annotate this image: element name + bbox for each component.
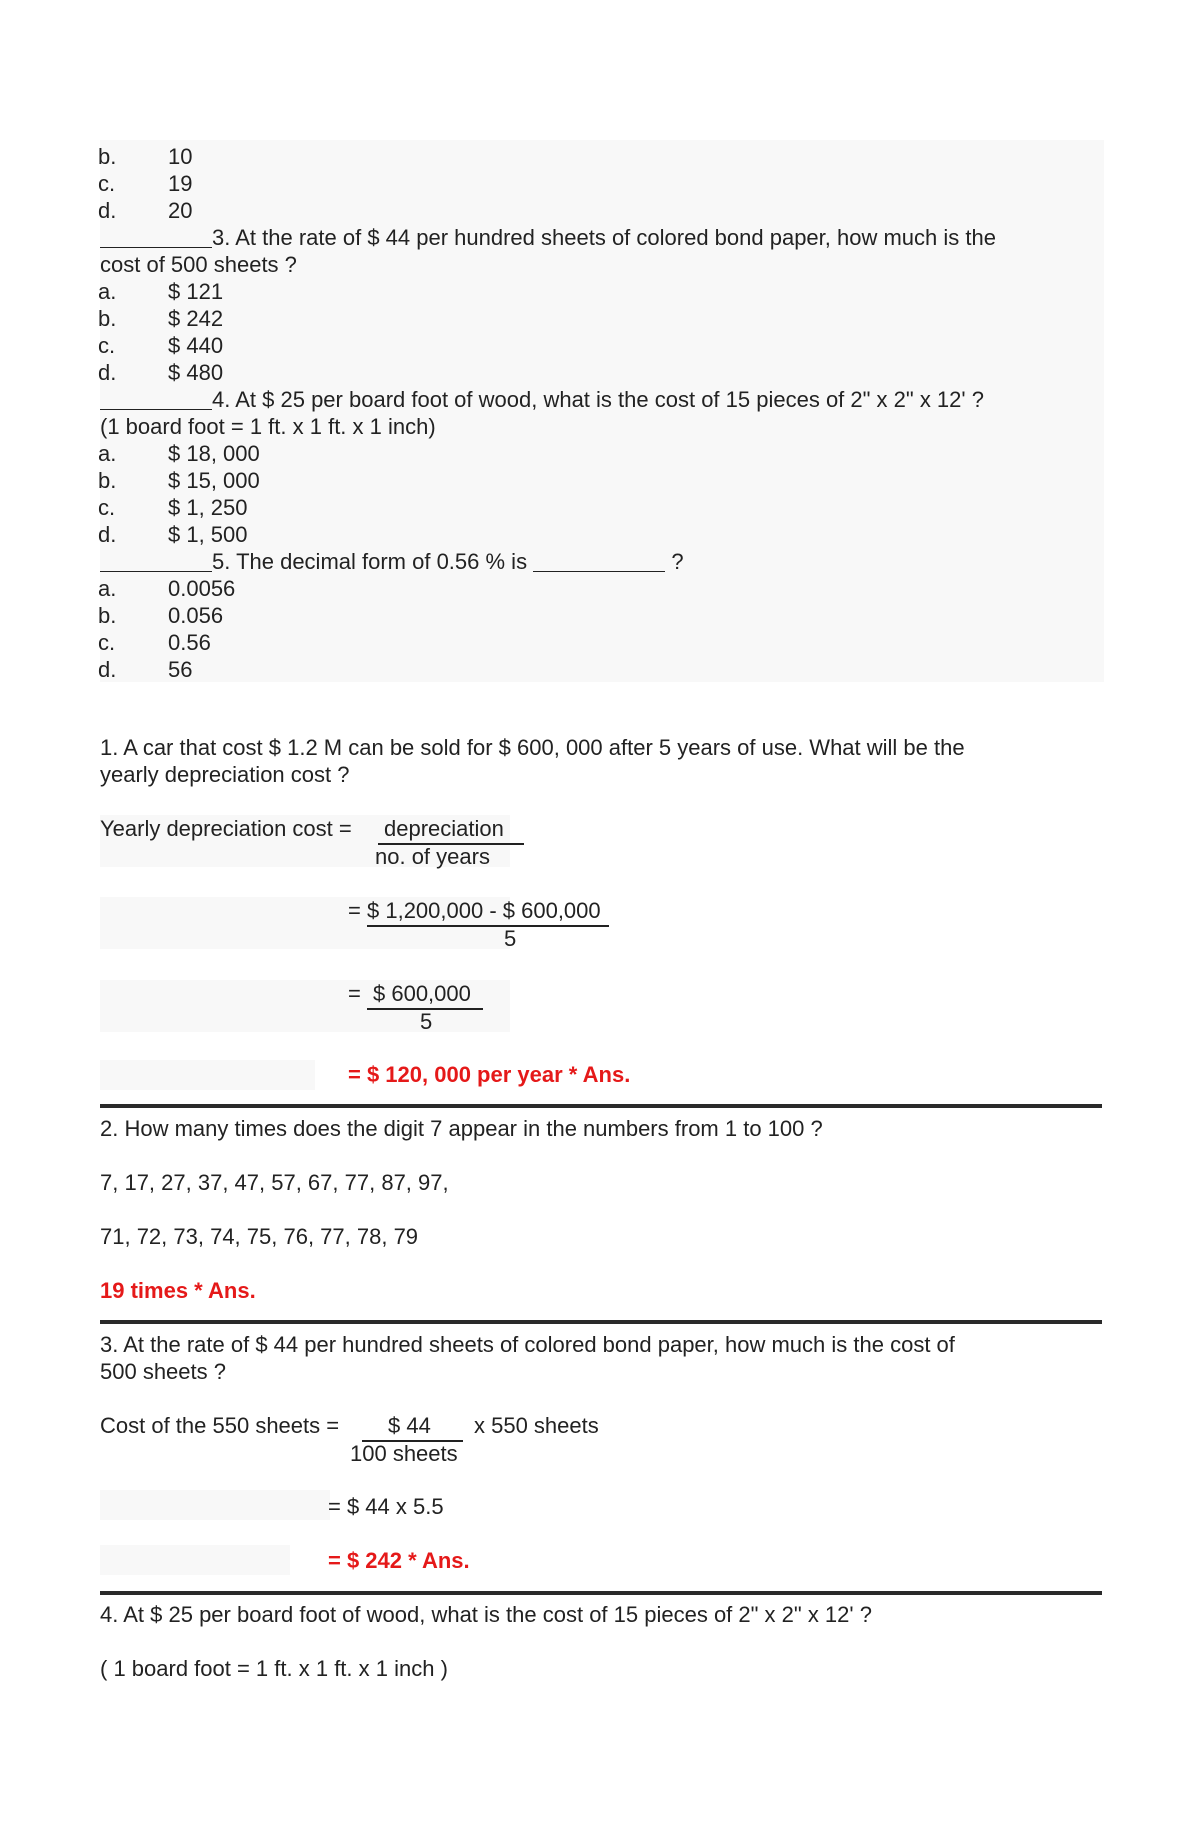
mcq-q3-text-cont: cost of 500 sheets ? xyxy=(100,252,297,277)
formula-shade-5 xyxy=(100,1490,330,1520)
sol1-eq-2: = xyxy=(348,981,361,1006)
mcq-q4-text: 4. At $ 25 per board foot of wood, what is the cost of 15 pieces of 2" x 2" x 12' ? xyxy=(100,386,984,413)
answer-blank xyxy=(533,551,665,572)
sol2-list-2: 71, 72, 73, 74, 75, 76, 77, 78, 79 xyxy=(100,1224,419,1249)
answer-blank xyxy=(100,227,212,248)
sol1-frac1-num: depreciation xyxy=(378,815,524,845)
sol1-eq-1: = xyxy=(348,898,361,923)
sol3-frac-den: 100 sheets xyxy=(350,1441,458,1466)
sol1-question: 1. A car that cost $ 1.2 M can be sold for $ 600, 000 after 5 years of use. What will be the xyxy=(100,735,965,760)
mcq-q3-text: 3. At the rate of $ 44 per hundred sheets of colored bond paper, how much is the xyxy=(100,224,996,251)
sol3-step: = $ 44 x 5.5 xyxy=(328,1494,444,1519)
formula-shade-4 xyxy=(100,1060,315,1090)
sol3-rhs: x 550 sheets xyxy=(474,1413,599,1438)
section-divider xyxy=(100,1591,1102,1595)
sol1-frac2-num: $ 1,200,000 - $ 600,000 xyxy=(367,897,609,927)
section-divider xyxy=(100,1104,1102,1108)
sol2-answer: 19 times * Ans. xyxy=(100,1278,256,1303)
sol4-note: ( 1 board foot = 1 ft. x 1 ft. x 1 inch ) xyxy=(100,1656,448,1681)
sol1-frac1-den: no. of years xyxy=(375,844,490,869)
sol1-frac2-den: 5 xyxy=(504,926,517,951)
section-divider xyxy=(100,1320,1102,1324)
sol3-lhs: Cost of the 550 sheets = xyxy=(100,1413,340,1438)
formula-shade-6 xyxy=(100,1545,290,1575)
document-page: b. 10 c. 19 d. 20 3. At the rate of $ 44 per hundred sheets of colored bond paper, how much is the cost of 500 sheets ? a. $ 121 b. $ 242 c. $ 440 d. $ 480 4. At $ 25 per board foot of wood, what is the cost of 15 pieces of 2" x 2" x 12' ? (1 board foot = 1 ft. x 1 ft. x 1 inch) a. $ 18, 000 b. $ 15, 000 c. $ 1, 250 d. $ 1, 500 5. The decimal form of 0.56 % is ? a. 0.0056 b. 0.056 c. 0.56 d. 56 1. A car that cost $ 1.2 M can be sold for $ 600, 000 after 5 years of use. What will be the yearly depreciation cost ? Yearly depreciation cost = depreciation no. of years = $ 1,200,000 - $ 600,000 5 = $ 600,000 5 = $ 120, 000 per year * Ans. 2. How many times does the digit 7 appear in the numbers from 1 to 100 ? 7, 17, 27, 37, 47, 57, 67, 77, 87, 97, 71, 72, 73, 74, 75, 76, 77, 78, 79 19 times * Ans. 3. At the rate of $ 44 per hundred sheets of colored bond paper, how much is the cost of 500 sheets ? Cost of the 550 sheets = $ 44 100 sheets x 550 sheets = $ 44 x 5.5 = $ 242 * Ans. 4. At $ 25 per board foot of wood, what is the cost of 15 pieces of 2" x 2" x 12' ? ( 1 board foot = 1 ft. x 1 ft. x 1 inch ) xyxy=(0,0,1200,1835)
sol3-frac-num: $ 44 xyxy=(362,1412,463,1442)
sol1-frac3-den: 5 xyxy=(420,1009,433,1034)
sol2-list-1: 7, 17, 27, 37, 47, 57, 67, 77, 87, 97, xyxy=(100,1170,449,1195)
sol4-question: 4. At $ 25 per board foot of wood, what is the cost of 15 pieces of 2" x 2" x 12' ? xyxy=(100,1602,872,1627)
sol3-question-cont: 500 sheets ? xyxy=(100,1359,226,1384)
sol3-answer: = $ 242 * Ans. xyxy=(328,1548,470,1573)
mcq-q5-text: 5. The decimal form of 0.56 % is ? xyxy=(100,548,684,575)
sol2-question: 2. How many times does the digit 7 appear in the numbers from 1 to 100 ? xyxy=(100,1116,823,1141)
sol3-question: 3. At the rate of $ 44 per hundred sheets of colored bond paper, how much is the cost of xyxy=(100,1332,955,1357)
sol1-lhs: Yearly depreciation cost = xyxy=(100,816,352,841)
sol1-frac3-num: $ 600,000 xyxy=(367,980,483,1010)
answer-blank xyxy=(100,389,212,410)
mcq-q4-text-cont: (1 board foot = 1 ft. x 1 ft. x 1 inch) xyxy=(100,414,436,439)
sol1-question-cont: yearly depreciation cost ? xyxy=(100,762,350,787)
answer-blank xyxy=(100,551,212,572)
sol1-answer: = $ 120, 000 per year * Ans. xyxy=(348,1062,631,1087)
